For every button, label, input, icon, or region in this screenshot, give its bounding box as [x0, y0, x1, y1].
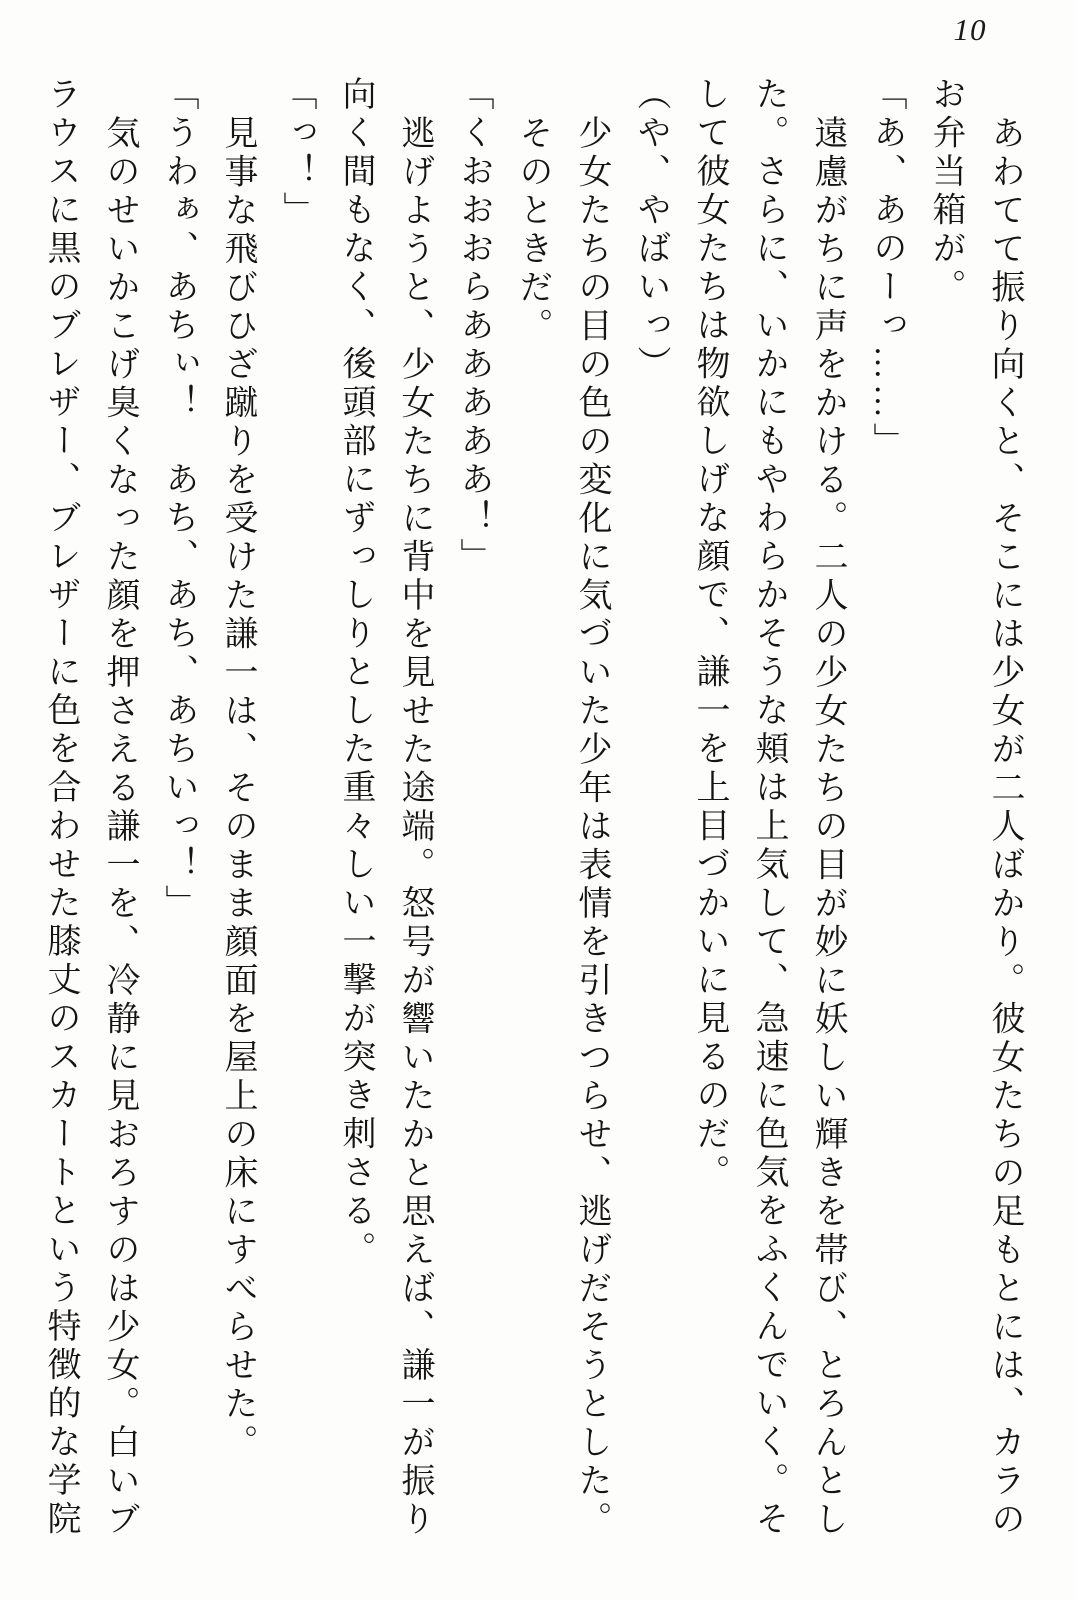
paragraph-dialogue-1: 「あ、あのーっ……」 — [868, 76, 905, 461]
vertical-text-area — [31, 76, 1034, 1542]
paragraph-narration-4: そのときだ。 — [514, 114, 551, 346]
paragraph-narration-5: 逃げようと、少女たちに背中を見せた途端。怒号が響いたかと思えば、謙一が振り向く間もなく、後頭部にずっしりとした重々しい一撃が突き刺さる。 — [337, 76, 433, 1539]
paragraph-thought-1: （や、やばいっ） — [632, 76, 669, 384]
paragraph-narration-6: 見事な飛びひざ蹴りを受けた謙一は、そのまま顔面を屋上の床にすべらせた。 — [219, 114, 256, 1462]
paragraph-dialogue-3: 「っ！」 — [278, 76, 315, 230]
paragraph-narration-2: 遠慮がちに声をかける。二人の少女たちの目が妙に妖しい輝きを帯び、とろんとした。さらに、いかにもやわらかそうな頬は上気して、急速に色気をふくんでいく。そして彼女たちは物欲しげな顔で、謙一を上目づかいに見るのだ。 — [691, 76, 846, 1539]
page-number: 10 — [953, 12, 987, 47]
paragraph-dialogue-2: 「くおおおらあああああ！」 — [455, 76, 492, 577]
paragraph-narration-3: 少女たちの目の色の変化に気づいた少年は表情を引きつらせ、逃げだそうとした。 — [573, 114, 610, 1539]
paragraph-dialogue-4: 「うわぁ、あちぃ！ あち、あち、あちいっ！」 — [160, 76, 197, 923]
paragraph-narration-7: 気のせいかこげ臭くなった顔を押さえる謙一を、冷静に見おろすのは少女。白いブラウスに黒のブレザー、ブレザーに色を合わせた膝丈のスカートという特徴的な学院 — [42, 76, 138, 1539]
paragraph-narration-1: あわてて振り向くと、そこには少女が二人ばかり。彼女たちの足もとには、カラのお弁当箱が。 — [927, 76, 1023, 1539]
